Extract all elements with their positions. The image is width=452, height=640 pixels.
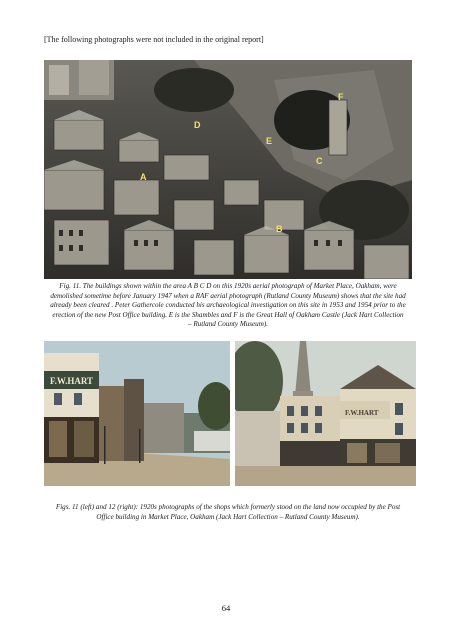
aerial-label-f: F [338, 92, 344, 102]
aerial-label-d: D [194, 120, 201, 130]
editor-note: [The following photographs were not included in the original report] [44, 35, 264, 44]
aerial-label-e: E [266, 136, 273, 146]
aerial-label-b: B [276, 224, 283, 234]
page-number: 64 [221, 603, 231, 613]
aerial-label-a: A [140, 172, 147, 182]
shop-sign-right: F.W.HART [345, 409, 379, 417]
shop-sign-left: F.W.HART [50, 376, 94, 386]
aerial-label-c: C [316, 156, 323, 166]
photo-fig-11-left [44, 341, 230, 486]
figure-11-caption: Fig. 11. The buildings shown within the area A B C D on this 1920s aerial photograph of Market Place, Oakham, were demolished sometime before January 1947 when a RAF aerial photograph (Rutland County Museum) shows that the site had already been cleared . Peter Gathercole conducted his archaeological investigation on this site in 1953 and 1954 prior to the erection of the new Post Office building. E is the Shambles and F is the Great Hall of Oakham Castle (Jack Hart Collection – Rutland County Museum). [50, 282, 406, 329]
aerial-photograph [44, 60, 412, 279]
photo-fig-12-right [235, 341, 416, 486]
figures-11-12-caption: Figs. 11 (left) and 12 (right): 1920s photographs of the shops which formerly stood on the land now occupied by the Post Office building in Market Place, Oakham (Jack Hart Collection – Rutland County Museum). [55, 503, 401, 521]
